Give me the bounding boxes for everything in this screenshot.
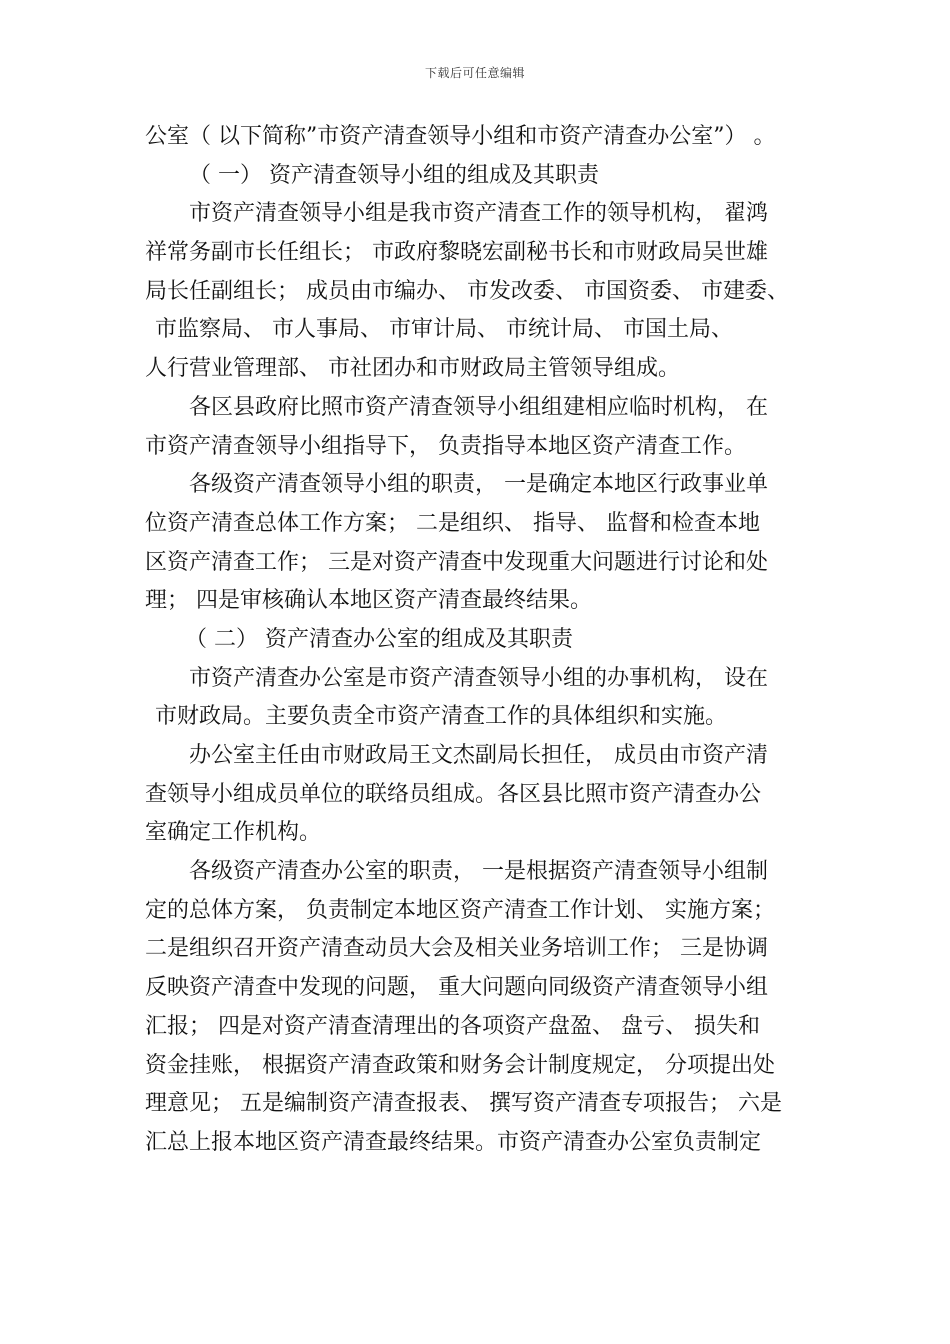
text-line: 人行营业管理部、 市社团办和市财政局主管领导组成。 xyxy=(145,356,680,382)
text-line: 市监察局、 市人事局、 市审计局、 市统计局、 市国土局、 xyxy=(155,317,733,343)
text-line: 室确定工作机构。 xyxy=(145,820,322,846)
section-heading-2: （ 二） 资产清查办公室的组成及其职责 xyxy=(185,626,573,652)
text-line: 祥常务副市长任组长； 市政府黎晓宏副秘书长和市财政局吴世雄 xyxy=(145,240,768,266)
text-line: 理意见； 五是编制资产清查报表、 撰写资产清查专项报告； 六是 xyxy=(145,1091,782,1117)
section-heading-1: （ 一） 资产清查领导小组的组成及其职责 xyxy=(189,162,599,188)
text-line: 市财政局。主要负责全市资产清查工作的具体组织和实施。 xyxy=(155,704,728,730)
text-line: 汇报； 四是对资产清查清理出的各项资产盘盈、 盘亏、 损失和 xyxy=(145,1013,760,1039)
text-line: 公室（ 以下简称”市资产清查领导小组和市资产清查办公室”） 。 xyxy=(145,124,776,149)
text-line: 查领导小组成员单位的联络员组成。各区县比照市资产清查办公 xyxy=(145,781,762,807)
document-body xyxy=(145,118,817,1163)
text-line: 资金挂账， 根据资产清查政策和财务会计制度规定， 分项提出处 xyxy=(145,1052,775,1078)
text-line: 区资产清查工作； 三是对资产清查中发现重大问题进行讨论和处 xyxy=(145,549,768,575)
paragraph-start: 各区县政府比照市资产清查领导小组组建相应临时机构， 在 xyxy=(189,394,768,420)
text-line: 反映资产清查中发现的问题， 重大问题向同级资产清查领导小组 xyxy=(145,975,768,1001)
paragraph-start: 各级资产清查办公室的职责， 一是根据资产清查领导小组制 xyxy=(189,859,768,885)
paragraph-start: 市资产清查领导小组是我市资产清查工作的领导机构， 翟鸿 xyxy=(189,201,768,227)
page-header: 下载后可任意编辑 xyxy=(424,66,525,80)
paragraph-start: 市资产清查办公室是市资产清查领导小组的办事机构， 设在 xyxy=(189,665,768,691)
text-line: 市资产清查领导小组指导下， 负责指导本地区资产清查工作。 xyxy=(145,433,746,459)
text-line: 汇总上报本地区资产清查最终结果。市资产清查办公室负责制定 xyxy=(145,1129,762,1155)
paragraph-start: 办公室主任由市财政局王文杰副局长担任， 成员由市资产清 xyxy=(189,743,768,768)
text-line: 二是组织召开资产清查动员大会及相关业务培训工作； 三是协调 xyxy=(145,936,768,962)
text-line: 位资产清查总体工作方案； 二是组织、 指导、 监督和检查本地 xyxy=(145,510,760,536)
text-line: 局长任副组长； 成员由市编办、 市发改委、 市国资委、 市建委、 xyxy=(145,278,789,304)
text-line: 理； 四是审核确认本地区资产清查最终结果。 xyxy=(145,588,592,614)
paragraph-start: 各级资产清查领导小组的职责， 一是确定本地区行政事业单 xyxy=(189,472,768,498)
text-line: 定的总体方案， 负责制定本地区资产清查工作计划、 实施方案； xyxy=(145,897,775,923)
